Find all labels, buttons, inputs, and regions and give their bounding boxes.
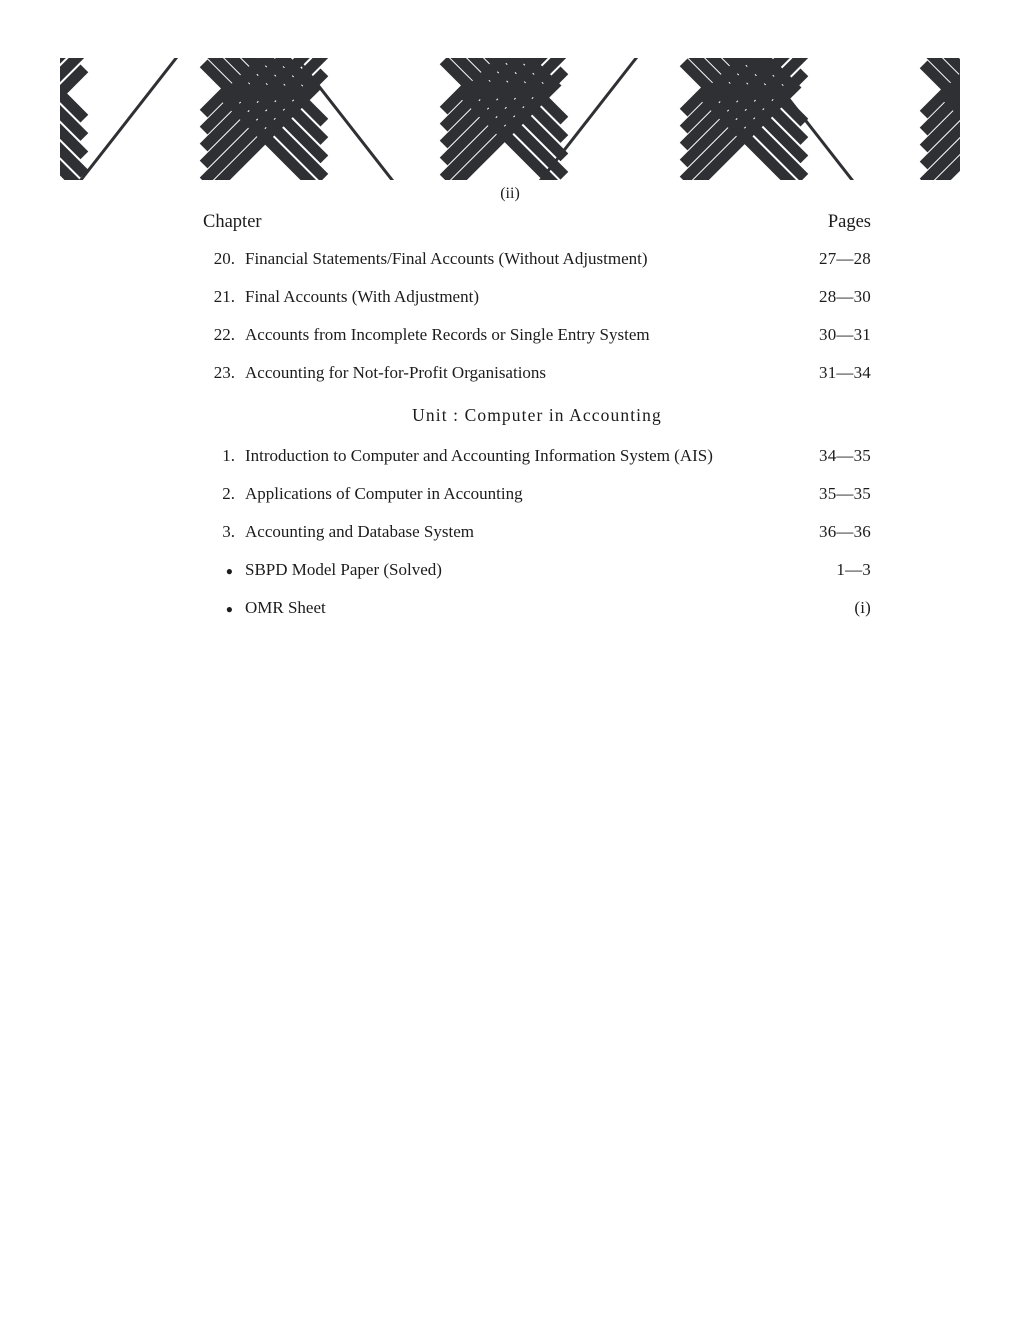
toc-entry[interactable] (203, 446, 871, 466)
banner-artwork (60, 58, 960, 180)
chapter-column-header: Chapter (203, 212, 262, 232)
bullet-icon: ● (225, 601, 233, 616)
toc-entry[interactable] (203, 287, 871, 307)
bullet-icon: ● (225, 563, 233, 578)
pages-column-header: Pages (827, 212, 871, 232)
toc-entry-number: 22. (213, 324, 235, 344)
toc-entry-title: Applications of Computer in Accounting (245, 483, 523, 503)
toc-entry-pages: (i) (854, 597, 871, 617)
toc-entry-title: Introduction to Computer and Accounting Information System (AIS) (245, 446, 713, 466)
table-of-contents (203, 212, 871, 636)
unit-heading: Unit : Computer in Accounting (412, 405, 662, 426)
toc-entry[interactable] (203, 484, 871, 504)
toc-entry-pages: 34—35 (819, 446, 871, 466)
toc-header-row (203, 212, 871, 233)
toc-section-extra (203, 560, 871, 618)
toc-entry[interactable] (203, 598, 871, 618)
toc-entry-pages: 31—34 (819, 362, 871, 382)
toc-entry[interactable] (203, 249, 871, 269)
toc-entry[interactable] (203, 522, 871, 542)
toc-entry[interactable] (203, 363, 871, 383)
toc-entry-title: OMR Sheet (245, 597, 326, 617)
toc-entry-number: 2. (222, 483, 235, 503)
toc-entry-pages: 1—3 (836, 559, 871, 579)
toc-entry-number: 21. (213, 286, 235, 306)
toc-entry-pages: 28—30 (819, 286, 871, 306)
chevron-pattern-banner (60, 58, 960, 180)
toc-entry-title: SBPD Model Paper (Solved) (245, 559, 442, 579)
toc-entry-pages: 27—28 (819, 249, 871, 268)
toc-entry-number: 3. (222, 521, 235, 541)
toc-entry-pages: 36—36 (819, 521, 871, 541)
toc-entry-title: Accounting and Database System (245, 521, 474, 541)
toc-entry-pages: 35—35 (819, 483, 871, 503)
toc-entry-number: 23. (213, 362, 235, 382)
toc-entry[interactable] (203, 560, 871, 580)
toc-entry-title: Accounting for Not-for-Profit Organisations (245, 362, 547, 382)
page-folio: (ii) (500, 185, 520, 202)
toc-entry-title: Financial Statements/Final Accounts (Without Adjustment) (245, 249, 648, 268)
toc-section-top (203, 249, 871, 383)
toc-entry-title: Final Accounts (With Adjustment) (245, 286, 479, 306)
toc-entry-number: 1. (222, 446, 235, 466)
toc-entry-pages: 30—31 (819, 324, 871, 344)
toc-entry[interactable] (203, 325, 871, 345)
toc-entry-number: 20. (213, 249, 235, 268)
toc-entry-title: Accounts from Incomplete Records or Single Entry System (245, 324, 650, 344)
toc-section-unit (203, 446, 871, 542)
